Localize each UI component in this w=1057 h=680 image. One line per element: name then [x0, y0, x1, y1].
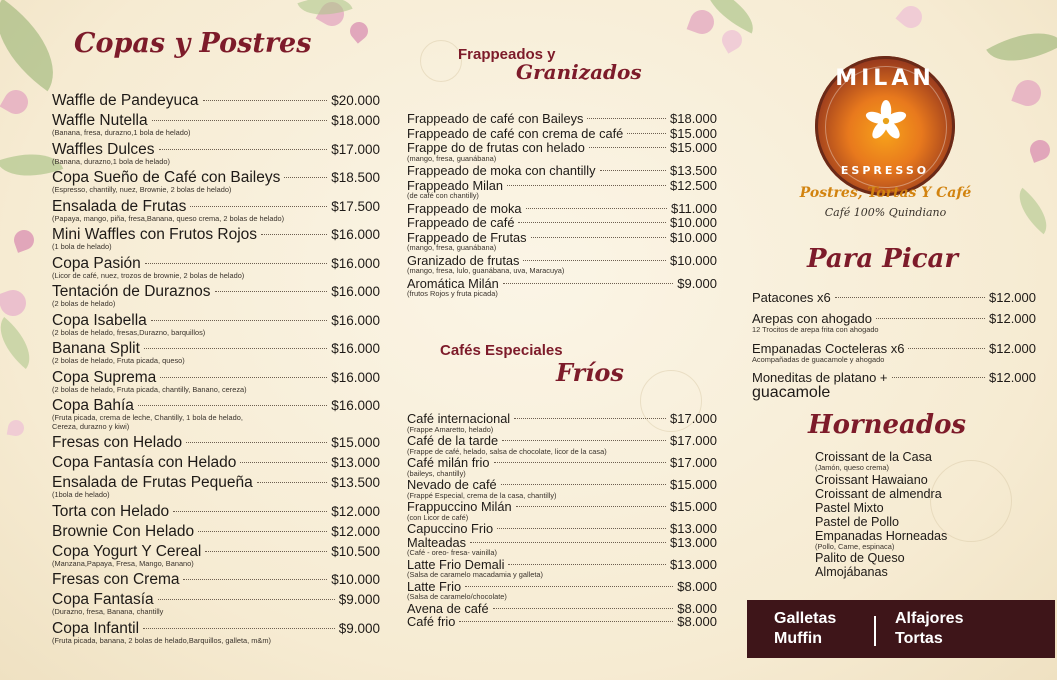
- extras-banner: [747, 600, 1055, 658]
- item-price: $15.000: [670, 125, 717, 141]
- item-description: (Banana, durazno,1 bola de helado): [52, 156, 170, 166]
- item-price: $16.000: [331, 312, 380, 328]
- dot-leader: [215, 291, 328, 292]
- menu-item: [52, 169, 380, 195]
- dot-leader: [526, 208, 667, 209]
- menu-item-row: [407, 412, 717, 426]
- item-price: $12.000: [331, 503, 380, 519]
- menu-item: [407, 164, 717, 178]
- item-description: (1bola de helado): [52, 490, 110, 499]
- item-name: Frappeado de moka con chantilly: [407, 163, 596, 178]
- banner-alfajores: Alfajores: [895, 610, 964, 627]
- menu-item-row: [52, 523, 380, 540]
- menu-item-row: [52, 454, 380, 471]
- item-price: $17.000: [670, 411, 717, 426]
- menu-item: [52, 523, 380, 540]
- item-price: $18.000: [670, 111, 717, 126]
- dot-leader: [835, 297, 985, 298]
- menu-item-row: [52, 591, 380, 608]
- dot-leader: [143, 628, 335, 629]
- item-description: (frutos Rojos y fruta picada): [407, 289, 498, 298]
- menu-item: [52, 141, 380, 167]
- dot-leader: [186, 442, 327, 443]
- item-price: $10.000: [670, 229, 717, 245]
- item-name: Copa Infantil: [52, 619, 140, 637]
- tagline-origin: Café 100% Quindiano: [824, 206, 947, 219]
- item-price: $10.000: [670, 215, 717, 230]
- item-price: $11.000: [670, 200, 717, 216]
- menu-item-row: [752, 311, 1036, 326]
- dot-leader: [494, 462, 667, 463]
- dot-leader: [627, 133, 666, 134]
- dot-leader: [152, 120, 328, 121]
- menu-item-row: [407, 231, 717, 245]
- item-price: $9.000: [338, 592, 380, 607]
- menu-item-row: [407, 127, 717, 141]
- dot-leader: [523, 260, 666, 261]
- dot-leader: [459, 621, 673, 622]
- horneado-item: Palito de Queso: [815, 551, 905, 565]
- menu-item: [52, 434, 380, 451]
- item-description: (de café con chantilly): [407, 191, 479, 200]
- item-name: Tentación de Duraznos: [52, 283, 211, 300]
- menu-item: [407, 412, 717, 434]
- menu-item-row: [752, 370, 1036, 385]
- item-name: Malteadas: [407, 534, 467, 550]
- item-description: (Fruta picada, banana, 2 bolas de helado,Barquillos, galleta, m&m): [52, 635, 271, 645]
- item-price: $12.000: [989, 370, 1036, 385]
- item-name: Brownie Con Helado: [52, 522, 195, 540]
- horneado-item: Croissant Hawaiano: [815, 472, 928, 487]
- item-description: (2 bolas de helado, Fruta picada, chantilly, Banano, cereza): [52, 384, 247, 394]
- menu-item: [52, 92, 380, 109]
- frappeados-title-line2: Granizados: [516, 60, 642, 84]
- logo-brand: MILAN: [835, 66, 935, 91]
- item-name: Ensalada de Frutas: [52, 197, 187, 215]
- menu-item: [407, 615, 717, 629]
- item-name: Café frio: [407, 614, 456, 629]
- menu-item-row: [52, 92, 380, 109]
- menu-item: [52, 620, 380, 646]
- item-description: (Café - oreo- fresa- vainilla): [407, 548, 497, 557]
- menu-item: [407, 558, 717, 580]
- dot-leader: [183, 579, 327, 580]
- menu-item: [407, 522, 717, 536]
- item-price: $18.000: [331, 113, 380, 128]
- item-name: Fresas con Crema: [52, 571, 180, 588]
- item-description: (Espresso, chantilly, nuez, Brownie, 2 bolas de helado): [52, 185, 232, 194]
- menu-item-row: [52, 340, 380, 357]
- item-description: (1 bola de helado): [52, 242, 112, 251]
- item-description: (con Licor de café): [407, 512, 469, 522]
- item-price: $15.000: [331, 435, 380, 450]
- menu-item-row: [52, 169, 380, 186]
- menu-item: [407, 277, 717, 299]
- dot-leader: [261, 234, 327, 235]
- item-price: $17.000: [670, 433, 717, 448]
- item-description: (Salsa de caramelo macadamia y galleta): [407, 570, 543, 579]
- dot-leader: [257, 482, 327, 483]
- banner-tortas: Tortas: [895, 630, 943, 647]
- item-price: $17.000: [670, 455, 717, 470]
- tagline: Postres, Tortas Y Café: [799, 185, 972, 201]
- menu-item-row: [407, 536, 717, 550]
- menu-item-row: [52, 543, 380, 560]
- menu-item: [52, 454, 380, 471]
- item-name: Mini Waffles con Frutos Rojos: [52, 226, 258, 243]
- item-description: (Banana, fresa, durazno,1 bola de helado): [52, 128, 191, 137]
- picar-list: [752, 290, 1036, 406]
- item-price: $12.000: [989, 340, 1036, 356]
- menu-item-row: [52, 198, 380, 215]
- menu-item-row: [52, 369, 380, 386]
- menu-item: [52, 397, 380, 431]
- menu-item: [52, 112, 380, 138]
- menu-item: [52, 591, 380, 617]
- item-price: $12.000: [989, 311, 1036, 326]
- banner-galletas: Galletas: [774, 610, 837, 627]
- dot-leader: [159, 149, 328, 150]
- menu-item: [52, 283, 380, 309]
- dot-leader: [493, 608, 674, 609]
- dot-leader: [516, 506, 666, 507]
- menu-item: [407, 434, 717, 456]
- menu-item-row: [52, 571, 380, 588]
- item-price: $13.500: [670, 163, 717, 178]
- dot-leader: [908, 348, 985, 349]
- horneado-item: Pastel de Pollo: [815, 514, 900, 529]
- item-name: Waffles Dulces: [52, 140, 155, 158]
- banner-muffin: Muffin: [774, 630, 822, 647]
- menu-item: [407, 216, 717, 230]
- item-price: $16.000: [331, 227, 380, 242]
- horneado-description: (Jamón, queso crema): [815, 463, 889, 472]
- menu-item-row: [52, 397, 380, 414]
- menu-item-row: [52, 226, 380, 243]
- dot-leader: [284, 177, 327, 178]
- menu-item-row: [52, 620, 380, 637]
- menu-item-row: [407, 615, 717, 629]
- item-price: $15.000: [670, 140, 717, 155]
- item-name: Frappe do de frutas con helado: [407, 140, 585, 155]
- flower-icon: [865, 100, 907, 142]
- item-price: $13.000: [670, 556, 717, 572]
- dot-leader: [158, 599, 335, 600]
- item-description: 12 Trocitos de arepa frita con ahogado: [752, 325, 879, 334]
- horneado-item: Pastel Mixto: [815, 500, 884, 515]
- item-description: (2 bolas de helado, Fruta picada, queso): [52, 356, 185, 365]
- menu-item: [52, 340, 380, 366]
- item-price: $13.000: [670, 521, 717, 536]
- menu-item-row: [407, 179, 717, 193]
- menu-item: [52, 571, 380, 588]
- dot-leader: [160, 377, 327, 378]
- item-name: Copa Sueño de Café con Baileys: [52, 169, 281, 186]
- item-price: $15.000: [670, 499, 717, 514]
- dot-leader: [173, 511, 327, 512]
- dot-leader: [203, 100, 328, 101]
- menu-item-row: [407, 277, 717, 291]
- menu-item: [52, 543, 380, 569]
- dot-leader: [589, 147, 666, 148]
- dot-leader: [508, 564, 666, 565]
- menu-item: [407, 456, 717, 478]
- cafes-list: [407, 412, 717, 629]
- banner-divider: [874, 616, 876, 646]
- dot-leader: [531, 237, 666, 238]
- menu-item-row: [407, 580, 717, 594]
- item-price: $9.000: [677, 275, 717, 291]
- dot-leader: [198, 531, 327, 532]
- item-price: $10.000: [331, 572, 380, 587]
- item-price: $15.000: [670, 477, 717, 492]
- menu-item-row: [407, 456, 717, 470]
- menu-item: [752, 311, 1036, 335]
- item-price: $10.000: [670, 252, 717, 268]
- dot-leader: [503, 283, 673, 284]
- dot-leader: [240, 462, 327, 463]
- menu-item: [407, 127, 717, 141]
- picar-title: Para Picar: [807, 244, 959, 274]
- item-name: Arepas con ahogado: [752, 311, 872, 326]
- dot-leader: [470, 542, 666, 543]
- menu-item-row: [52, 434, 380, 451]
- menu-item: [407, 141, 717, 163]
- item-name: Avena de café: [407, 600, 489, 616]
- item-price: $12.500: [670, 177, 717, 193]
- menu-item-row: [407, 602, 717, 616]
- dot-leader: [514, 418, 666, 419]
- item-price: $17.000: [331, 141, 380, 157]
- item-description: (2 bolas de helado): [52, 299, 116, 308]
- dot-leader: [190, 206, 327, 207]
- item-name: Waffle de Pandeyuca: [52, 92, 199, 109]
- item-name: Nevado de café: [407, 477, 497, 492]
- horneado-item: Empanadas Horneadas: [815, 528, 948, 543]
- item-name: Moneditas de platano +: [752, 370, 888, 385]
- item-name: Fresas con Helado: [52, 434, 183, 451]
- menu-item-row: [407, 141, 717, 155]
- dot-leader: [145, 263, 327, 264]
- menu-item-row: [52, 503, 380, 520]
- item-price: $8.000: [677, 578, 717, 594]
- item-name: Capuccino Frio: [407, 521, 494, 536]
- menu-item: [52, 312, 380, 338]
- item-name: Frappeado de Frutas: [407, 229, 527, 245]
- dot-leader: [518, 222, 666, 223]
- dot-leader: [151, 320, 327, 321]
- item-price: $12.000: [989, 290, 1036, 305]
- menu-item-row: [52, 283, 380, 300]
- item-description: (mango, fresa, lulo, guanábana, uva, Maracuya): [407, 266, 565, 275]
- item-name: Empanadas Cocteleras x6: [752, 340, 905, 356]
- item-description: (Frappé Especial, crema de la casa, chantilly): [407, 490, 557, 500]
- menu-item: [407, 179, 717, 201]
- copas-title: Copas y Postres: [74, 28, 312, 59]
- dot-leader: [138, 405, 327, 406]
- menu-item: [752, 290, 1036, 305]
- menu-item: [752, 341, 1036, 365]
- item-description: (Manzana,Papaya, Fresa, Mango, Banano): [52, 558, 194, 568]
- menu-item: [407, 536, 717, 558]
- menu-item: [407, 202, 717, 216]
- menu-item-row: [407, 202, 717, 216]
- menu-item-row: [752, 290, 1036, 305]
- item-price: $8.000: [677, 614, 717, 629]
- menu-item-row: [407, 434, 717, 448]
- item-price: $18.500: [331, 170, 380, 185]
- horneado-item: Almojábanas: [815, 565, 888, 579]
- item-name-cont: guacamole: [752, 384, 831, 401]
- item-name: Frappeado de café con Baileys: [407, 111, 584, 126]
- dot-leader: [587, 118, 666, 119]
- menu-item: [52, 369, 380, 395]
- item-name: Copa Fantasía: [52, 591, 154, 608]
- item-name: Frappeado de café con crema de café: [407, 125, 624, 141]
- item-price: $13.000: [670, 534, 717, 550]
- horneados-title: Horneados: [808, 410, 967, 440]
- item-price: $16.000: [331, 255, 380, 271]
- item-price: $16.000: [331, 369, 380, 385]
- item-name: Copa Isabella: [52, 311, 147, 329]
- item-description-cont: Cereza, durazno y kiwi): [52, 421, 130, 431]
- menu-item-row: [752, 341, 1036, 356]
- item-price: $16.000: [331, 398, 380, 413]
- item-name: Frappeado Milan: [407, 177, 504, 193]
- item-name: Banana Split: [52, 340, 140, 357]
- item-name: Frappeado de café: [407, 215, 515, 230]
- menu-item: [407, 231, 717, 253]
- menu-item-row: [407, 478, 717, 492]
- dot-leader: [205, 551, 327, 552]
- item-name: Granizado de frutas: [407, 252, 520, 268]
- item-price: $17.500: [331, 198, 380, 214]
- item-price: $13.500: [331, 475, 380, 490]
- dot-leader: [502, 440, 666, 441]
- dot-leader: [465, 586, 673, 587]
- menu-item: [752, 370, 1036, 400]
- horneado-description: (Pollo, Carne, espinaca): [815, 541, 895, 551]
- dot-leader: [507, 185, 666, 186]
- horneado-item: Croissant de la Casa: [815, 450, 932, 464]
- menu-item-row: [407, 254, 717, 268]
- frappeados-title-line1: Frappeados y: [458, 46, 556, 63]
- item-price: $12.000: [331, 523, 380, 539]
- menu-item: [52, 198, 380, 224]
- menu-item: [52, 255, 380, 281]
- frappeados-list: [407, 112, 717, 300]
- menu-item: [407, 580, 717, 602]
- item-name: Frappuccino Milán: [407, 499, 512, 514]
- menu-item-row: [52, 141, 380, 158]
- item-name: Frappeado de moka: [407, 200, 522, 216]
- menu-item: [52, 226, 380, 252]
- item-description: (Fruta picada, crema de leche, Chantilly, 1 bola de helado,: [52, 413, 243, 422]
- item-name: Ensalada de Frutas Pequeña: [52, 474, 253, 491]
- item-description: (mango, fresa, guanábana): [407, 243, 497, 252]
- menu-item-row: [407, 216, 717, 230]
- item-name: Copa Pasión: [52, 254, 141, 272]
- logo-subbrand: ESPRESSO: [840, 164, 930, 177]
- item-name: Waffle Nutella: [52, 112, 148, 129]
- item-name: Patacones x6: [752, 290, 831, 305]
- menu-item: [407, 602, 717, 616]
- milan-espresso-logo: [815, 56, 955, 196]
- item-price: $20.000: [331, 93, 380, 108]
- item-description: (mango, fresa, guanábana): [407, 153, 497, 163]
- item-name: Café internacional: [407, 411, 511, 426]
- menu-item-row: [52, 474, 380, 491]
- item-name: Aromática Milán: [407, 275, 499, 291]
- item-description: (Durazno, fresa, Banana, chantilly: [52, 607, 164, 616]
- item-name: Copa Suprema: [52, 368, 157, 386]
- item-description: (Salsa de caramelo/chocolate): [407, 592, 507, 601]
- menu-item-row: [407, 112, 717, 126]
- menu-item-row: [407, 164, 717, 178]
- item-description: (Frappe de café, helado, salsa de chocolate, licor de la casa): [407, 446, 607, 456]
- item-name: Copa Fantasía con Helado: [52, 454, 237, 471]
- item-price: $13.000: [331, 455, 380, 470]
- menu-item: [52, 503, 380, 520]
- menu-item: [407, 500, 717, 522]
- item-price: $10.500: [331, 543, 380, 559]
- menu-item: [407, 112, 717, 126]
- item-description: (Licor de café, nuez, trozos de brownie, 2 bolas de helado): [52, 270, 245, 280]
- copas-list: [52, 92, 380, 648]
- item-description: (baileys, chantilly): [407, 468, 466, 478]
- menu-item: [407, 254, 717, 276]
- horneado-item: Croissant de almendra: [815, 486, 942, 501]
- menu-item: [407, 478, 717, 500]
- menu-item-row: [407, 558, 717, 572]
- item-price: $9.000: [338, 620, 380, 636]
- dot-leader: [600, 170, 666, 171]
- menu-item-row: [407, 522, 717, 536]
- dot-leader: [144, 348, 327, 349]
- dot-leader: [497, 528, 666, 529]
- dot-leader: [501, 484, 666, 485]
- item-description: (Papaya, mango, piña, fresa,Banana, queso crema, 2 bolas de helado): [52, 213, 285, 223]
- item-description: Acompañadas de guacamole y ahogado: [752, 354, 885, 364]
- item-description: (2 bolas de helado, fresas,Durazno, barquillos): [52, 327, 206, 337]
- dot-leader: [892, 377, 985, 378]
- item-name: Latte Frio Demali: [407, 556, 505, 572]
- menu-item-row: [52, 312, 380, 329]
- cafes-title-line1: Cafés Especiales: [440, 342, 563, 359]
- item-name: Latte Frio: [407, 578, 462, 594]
- item-name: Café milán frio: [407, 455, 490, 470]
- item-name: Copa Bahía: [52, 397, 134, 414]
- item-name: Café de la tarde: [407, 433, 499, 448]
- dot-leader: [876, 318, 985, 319]
- menu-item-row: [407, 500, 717, 514]
- menu-item: [52, 474, 380, 500]
- menu-item-row: [52, 112, 380, 129]
- item-name: Torta con Helado: [52, 502, 170, 520]
- cafes-title-line2: Fríos: [556, 358, 624, 387]
- item-price: $8.000: [677, 600, 717, 616]
- horneados-list: [815, 450, 1015, 579]
- item-price: $16.000: [331, 341, 380, 356]
- item-description: (Frappe Amaretto, helado): [407, 424, 494, 434]
- item-name: Copa Yogurt Y Cereal: [52, 542, 202, 560]
- menu-item-row: [52, 255, 380, 272]
- item-price: $16.000: [331, 284, 380, 299]
